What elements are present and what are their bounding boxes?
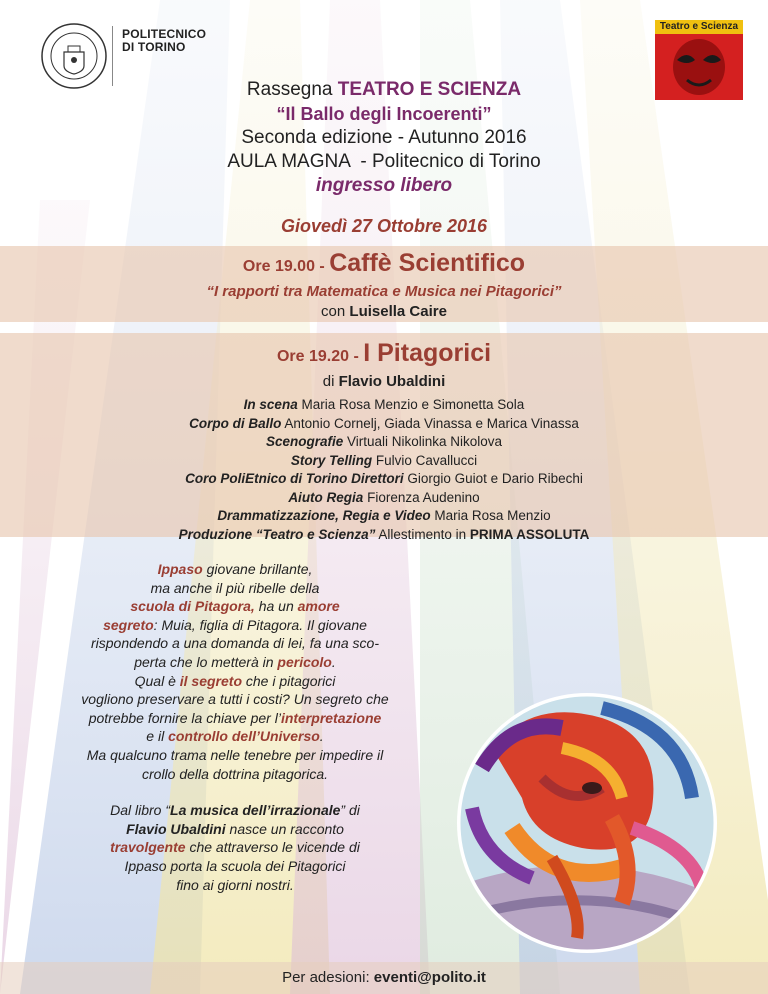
story-highlight: segreto (103, 616, 154, 633)
credit-names: Giorgio Guiot e Dario Ribechi (403, 471, 583, 486)
credit-line (0, 433, 768, 452)
credit-role: Coro PoliEtnico di Torino Direttori (185, 471, 404, 486)
credit-line (0, 507, 768, 526)
story-line: fino ai giorni nostri. (176, 876, 294, 893)
story-text-run: Qual è (134, 672, 180, 689)
story-line: crollo della dottrina pitagorica. (142, 765, 328, 782)
story-line (40, 820, 430, 839)
event2-by-prefix: di (322, 373, 339, 390)
series-line (0, 78, 768, 102)
event1-with-prefix: con (321, 303, 350, 320)
story-text-run: che i pitagorici (242, 672, 336, 689)
series-prefix: Rassegna (246, 79, 338, 100)
story-line: Ippaso porta la scuola dei Pitagorici (124, 857, 346, 874)
story-text-run: che attraverso le vicende di (185, 839, 360, 856)
story-text-run: giovane brillante, (202, 561, 313, 577)
event1-with-name: Luisella Caire (349, 303, 447, 320)
story-spacer (40, 783, 430, 801)
credit-role: Corpo di Ballo (189, 415, 282, 431)
credit-line (0, 396, 768, 415)
story-text-run: : Muia, figlia di Pitagora. Il giovane (153, 616, 367, 633)
institution-name-line2: DI TORINO (122, 40, 186, 54)
story-line (40, 653, 430, 672)
production-text: Allestimento in (375, 526, 470, 542)
story-line (40, 709, 430, 728)
production-highlight: PRIMA ASSOLUTA (469, 526, 590, 542)
story-line (40, 616, 430, 635)
contact-email-link[interactable]: eventi@polito.it (373, 969, 486, 986)
venue: AULA MAGNA - Politecnico di Torino (227, 151, 541, 172)
story-text-run: e il (146, 728, 169, 745)
story-line (40, 801, 430, 820)
credit-names: Antonio Cornelj, Giada Vinassa e Marica Vinassa (281, 415, 579, 431)
credit-line (0, 452, 768, 471)
story-text (40, 560, 430, 894)
story-highlight: scuola di Pitagora, (130, 598, 255, 615)
story-text-run: ha un (254, 598, 298, 615)
story-highlight: il segreto (179, 672, 242, 689)
credit-role: Drammatizzazione, Regia e Video (217, 508, 431, 523)
event1-heading (0, 248, 768, 282)
event2-by (0, 372, 768, 392)
author-name: Flavio Ubaldini (126, 820, 226, 837)
story-line (40, 727, 430, 746)
story-highlight: pericolo (277, 653, 332, 670)
story-line (40, 597, 430, 616)
entry-note: ingresso libero (315, 175, 453, 196)
institution-name-line1: POLITECNICO (122, 27, 207, 41)
story-line (40, 838, 430, 857)
event2-block (0, 338, 768, 544)
story-text-run: potrebbe fornire la chiave per l’ (88, 709, 281, 726)
footer-label: Per adesioni: (282, 969, 374, 986)
event2-heading (0, 338, 768, 372)
book-title: La musica dell’irrazionale (170, 802, 341, 819)
story-line (40, 672, 430, 691)
story-line: rispondendo a una domanda di lei, fa una sco- (91, 635, 379, 652)
badge-label: Teatro e Scienza (655, 20, 743, 34)
story-line: ma anche il più ribelle della (150, 579, 320, 596)
story-line (40, 560, 430, 579)
production-line (0, 526, 768, 545)
story-text-run: Dal libro “ (110, 802, 171, 819)
credit-names: Fulvio Cavallucci (372, 452, 478, 468)
credit-role: Aiuto Regia (288, 489, 364, 505)
credit-line (0, 489, 768, 508)
story-line: Ma qualcuno trama nelle tenebre per impedire il (86, 746, 384, 763)
credit-role: Story Telling (290, 452, 373, 468)
credit-line (0, 470, 768, 489)
event2-time: Ore 19.20 - (276, 348, 364, 365)
story-text-run: . (319, 728, 324, 745)
edition: Seconda edizione - Autunno 2016 (241, 127, 527, 148)
event1-name: Caffè Scientifico (329, 249, 526, 277)
event1-subtitle: “I rapporti tra Matematica e Musica nei Pitagorici” (206, 283, 562, 300)
credit-names: Fiorenza Audenino (363, 489, 480, 505)
event1-block (0, 248, 768, 322)
credit-role: In scena (243, 397, 298, 412)
event2-name: I Pitagorici (363, 339, 492, 367)
story-line: vogliono preservare a tutti i costi? Un segreto che (81, 691, 389, 708)
event1-time: Ore 19.00 - (242, 258, 330, 275)
story-text-run: perta che lo metterà in (134, 653, 278, 670)
credit-line (0, 415, 768, 434)
painting-illustration (452, 688, 722, 958)
story-highlight: travolgente (110, 839, 186, 856)
credit-names: Maria Rosa Menzio (430, 508, 551, 523)
series-name: TEATRO E SCIENZA (337, 79, 522, 100)
story-text-run: . (331, 653, 336, 670)
credit-names: Virtuali Nikolinka Nikolova (343, 434, 503, 449)
story-highlight: Ippaso (157, 561, 203, 577)
credit-names: Maria Rosa Menzio e Simonetta Sola (297, 397, 525, 412)
footer-contact (0, 968, 768, 988)
production-role: Produzione “Teatro e Scienza” (178, 526, 376, 542)
event-date: Giovedì 27 Ottobre 2016 (280, 216, 488, 236)
story-highlight: amore (297, 598, 340, 615)
intro-block (0, 78, 768, 198)
story-highlight: controllo dell’Universo (168, 728, 320, 745)
credit-role: Scenografie (265, 434, 344, 449)
story-text-run: nasce un racconto (225, 820, 344, 837)
story-highlight: interpretazione (280, 709, 382, 726)
story-text-run: ” di (340, 802, 360, 819)
event2-by-name: Flavio Ubaldini (338, 373, 446, 390)
event1-with (0, 302, 768, 322)
show-title: “Il Ballo degli Incoerenti” (276, 104, 492, 124)
credits-list (0, 396, 768, 544)
